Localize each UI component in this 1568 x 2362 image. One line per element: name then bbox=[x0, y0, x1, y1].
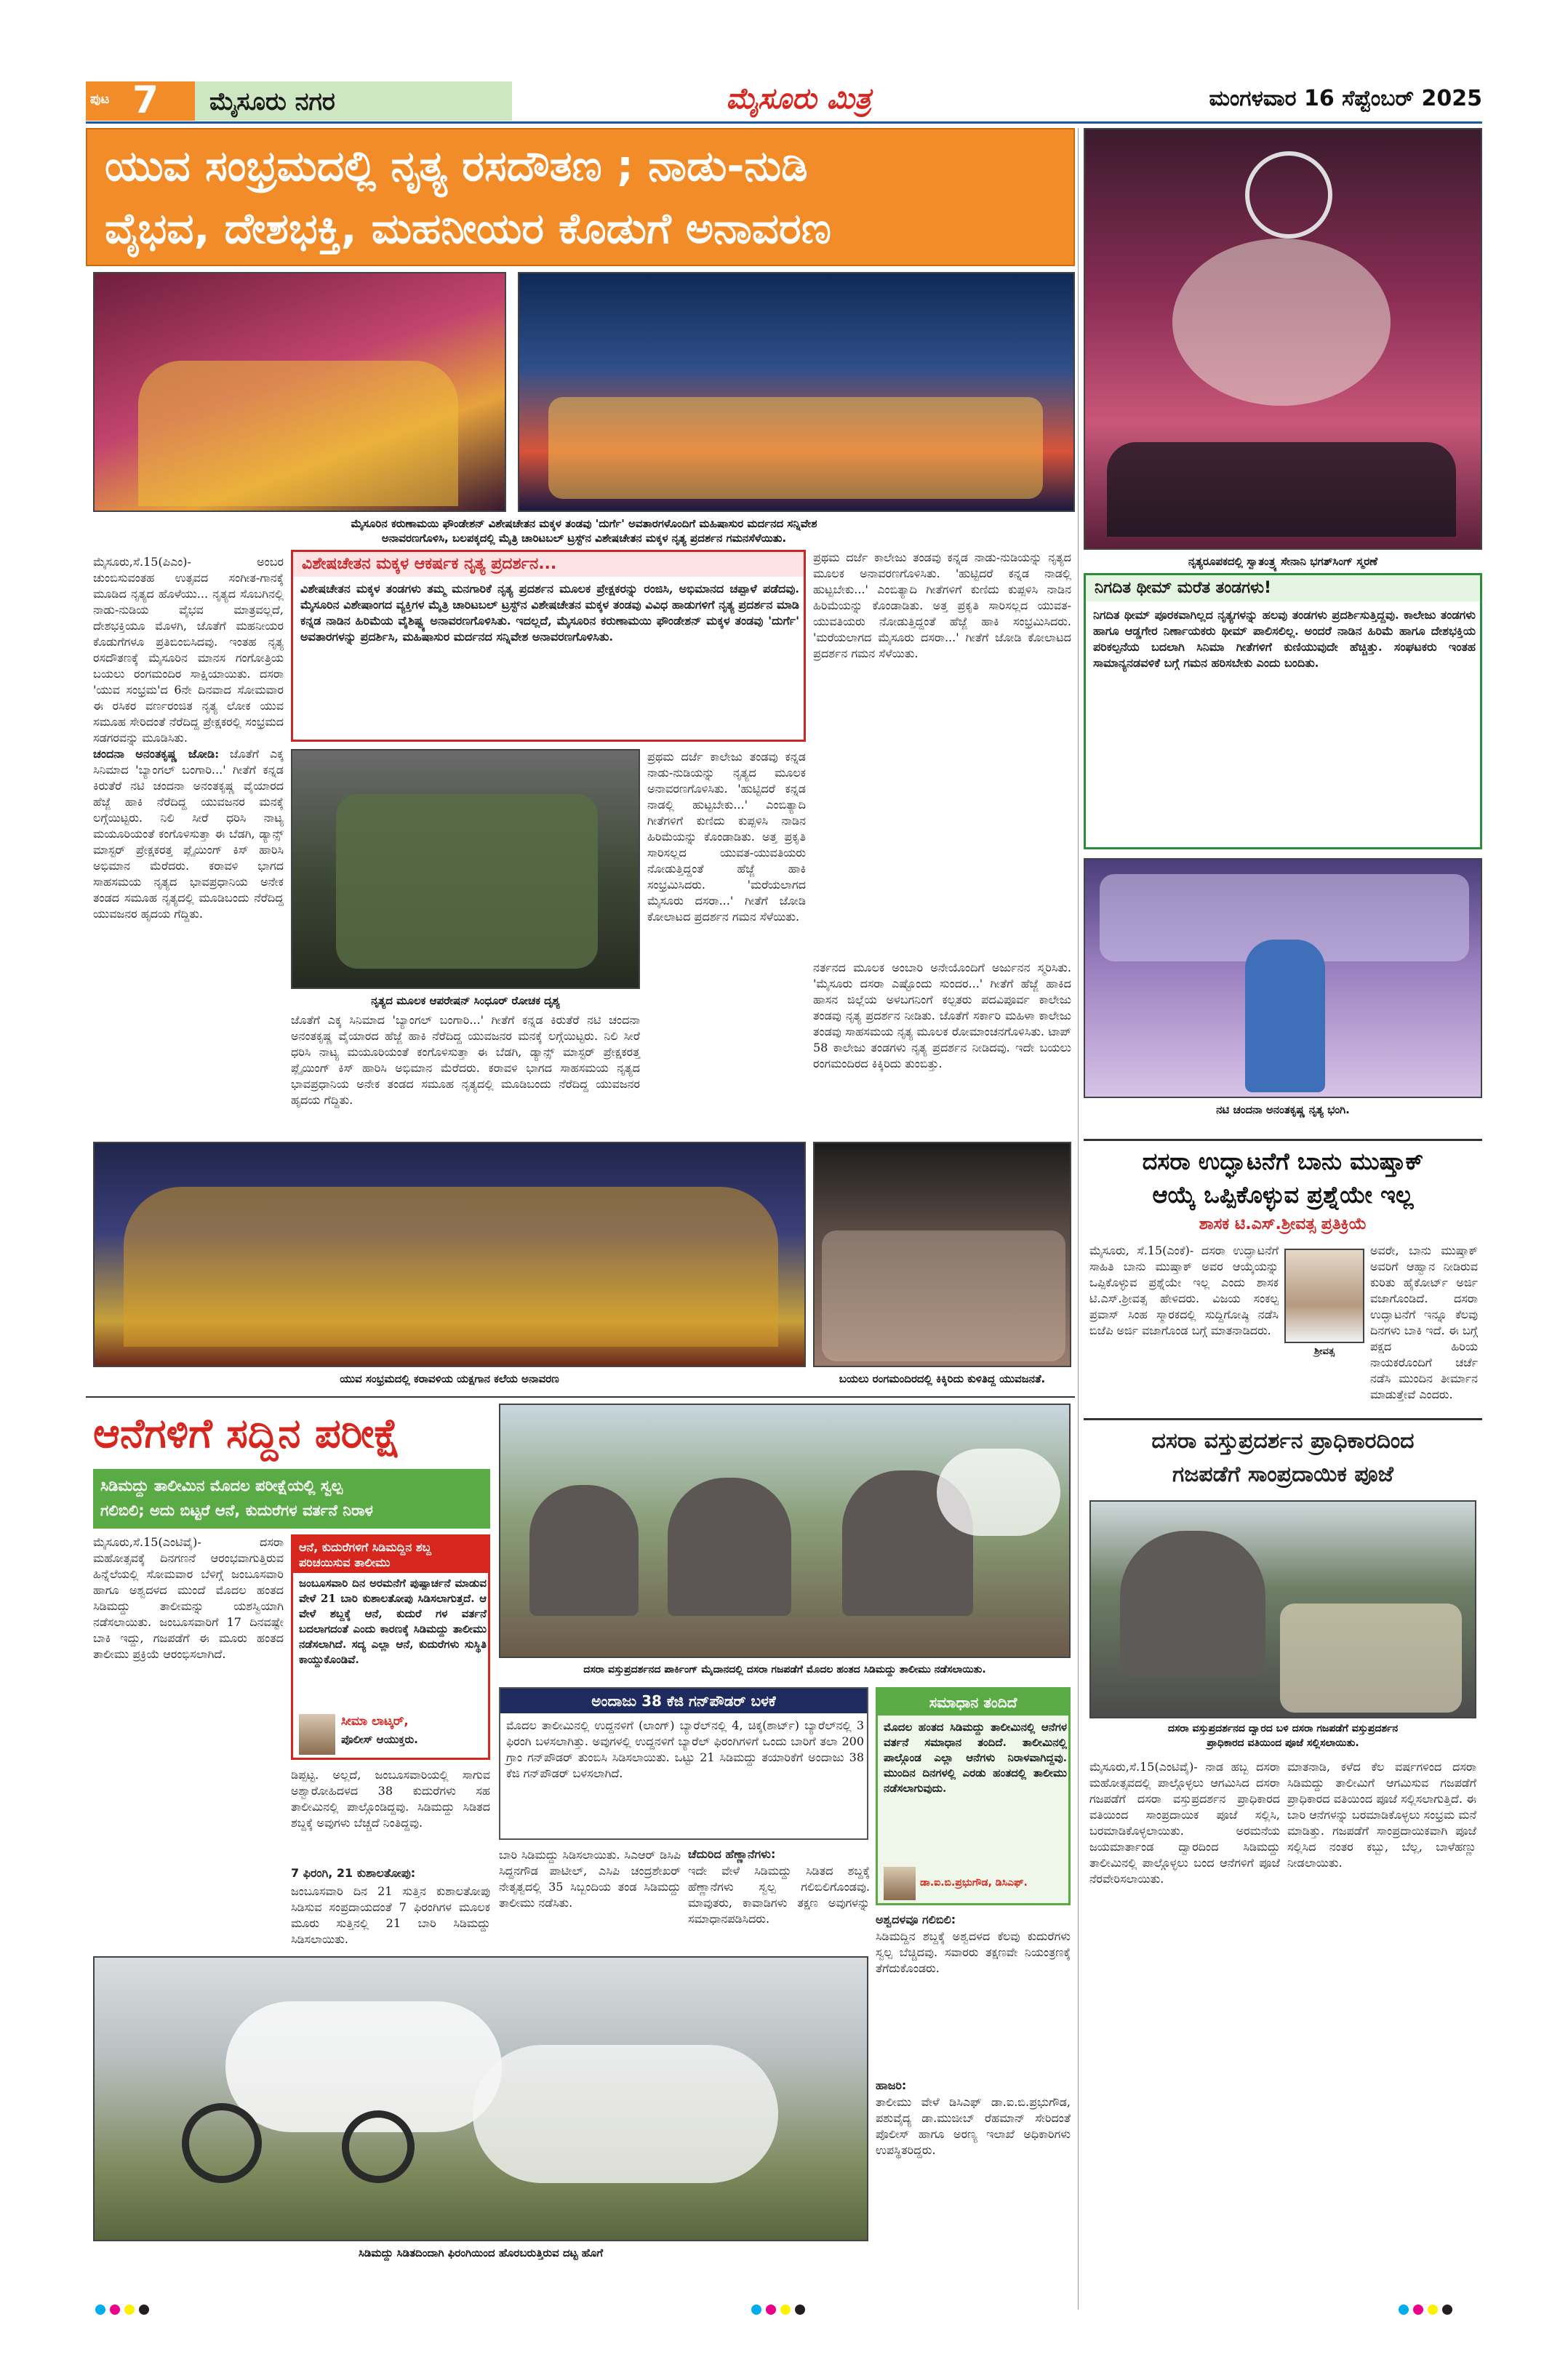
elephant-text-a: ಮೈಸೂರು,ಸೆ.15(ಎಂಟಿವೈ)- ದಸರಾ ಮಹೋತ್ಸವಕ್ಕೆ ದಿನಗಣನೆ ಆರಂಭವಾಗುತ್ತಿರುವ ಹಿನ್ನೆಲೆಯಲ್ಲಿ ಸೋಮವಾರ ಬೆಳಿಗ್ಗೆ ಜಂಬೂಸವಾರಿ ಹಾಗೂ ಅಶ್ವದಳದ ಮುಂದೆ ಮೊದಲ ಹಂತದ ಸಿಡಿಮದ್ದು ತಾಲೀಮನ್ನು ಯಶಸ್ವಿಯಾಗಿ ನಡೆಸಲಾಯಿತು. ಜಂಬೂಸವಾರಿಗೆ 17 ದಿನವಷ್ಟೇ ಬಾಕಿ ಇದ್ದು, ಗಜಪಡೆಗೆ ಈ ಮೂರು ಹಂತದ ತಾಲೀಮು ಪ್ರಕ್ರಿಯೆ ಆರಂಭಿಸಲಾಗಿದೆ. bbox=[93, 1535, 284, 1661]
portrait-shape bbox=[1172, 239, 1391, 406]
banu-headline-line1: ದಸರಾ ಉದ್ಘಾಟನೆಗೆ ಬಾನು ಮುಷ್ತಾಕ್ bbox=[1142, 1148, 1424, 1175]
theme-box bbox=[1084, 573, 1482, 849]
page-number: 7 bbox=[132, 79, 159, 122]
lead-article-col3: ಪ್ರಥಮ ದರ್ಜೆ ಕಾಲೇಜು ತಂಡವು ಕನ್ನಡ ನಾಡು-ನುಡಿಯನ್ನು ನೃತ್ಯದ ಮೂಲಕ ಅನಾವರಣಗೊಳಿಸಿತು. 'ಹುಟ್ಟಿದರೆ ಕನ್ನಡ ನಾಡಲ್ಲಿ ಹುಟ್ಟಬೇಕು...' ಎಂಬಿತ್ಯಾದಿ ಗೀತೆಗಳಿಗೆ ಕುಣಿದು ಕುಪ್ಪಳಿಸಿ ನಾಡಿನ ಹಿರಿಮೆಯನ್ನು ಕೊಂಡಾಡಿತು. ಅತ್ತ ಪ್ರಕೃತಿ ಸಾರಿಸಲ್ಲದ ಯುವತ-ಯುವತಿಯರು ನೋಡುತ್ತಿದ್ದಂತೆ ಹೆಜ್ಜೆ ಹಾಕಿ ಸಂಭ್ರಮಿಸಿದರು. 'ಮರೆಯಲಾಗದ ಮೈಸೂರು ದಸರಾ...' ಗೀತೆಗೆ ಜೋಡಿ ಕೋಲಾಟದ ಪ್ರದರ್ಶನ ಗಮನ ಸೆಳೆಯಿತು. bbox=[647, 750, 806, 924]
gajapade-headline-line2: ಗಜಪಡೆಗೆ ಸಾಂಪ್ರದಾಯಿಕ ಪೂಜೆ bbox=[1172, 1462, 1393, 1487]
dot-yellow bbox=[1428, 2305, 1438, 2315]
lead-col1b-text: ಜೊತೆಗೆ ಎಕ್ಕ ಸಿನಿಮಾದ 'ಬ್ಯಾಂಗಲ್ ಬಂಗಾರಿ...' ಗೀತೆಗೆ ಕನ್ನಡ ಕಿರುತೆರೆ ನಟಿ ಚಂದನಾ ಅನಂತಕೃಷ್ಣ ವೈಯಾರದ ಹೆಜ್ಜೆ ಹಾಕಿ ನೆರೆದಿದ್ದ ಯುವಜನರ ಮನಕ್ಕೆ ಲಗ್ಗೆಯಿಟ್ಟರು. ನಿಲಿ ಸೀರೆ ಧರಿಸಿ ನಾಟ್ಯ ಮಯೂರಿಯಂತೆ ಕಂಗೊಳಿಸುತ್ತಾ ಈ ಬೆಡಗಿ, ಡ್ಯಾನ್ಸ್ ಮಾಸ್ಟರ್ ಪ್ರೇಕ್ಷಕರತ್ತ ಪ್ಲೈಯಿಂಗ್ ಕಿಸ್ ಹಾರಿಸಿ ಅಭಿಮಾನ ಮೆರೆದರು. ಕರಾವಳಿ ಭಾಗದ ಸಾಹಸಮಯ ನೃತ್ಯದ ಭಾವಪ್ರಧಾನಿಯ ಅನೇಕ ತಂಡದ ಸಮೂಹ ನೃತ್ಯದಲ್ಲಿ ಮೂಡಿಬಂದು ನೆರೆದಿದ್ದ ಯುವಜನರ ಹೃದಯ ಗೆದ್ದಿತು. bbox=[93, 747, 284, 921]
elephant-text-b: ಡಿಪ್ಪಟ್ಟ. ಅಲ್ಲದೆ, ಜಂಬೂಸವಾರಿಯಲ್ಲಿ ಸಾಗುವ ಅಶ್ವಾರೋಹಿದಳದ 38 ಕುದುರೆಗಳು ಸಹ ತಾಲೀಮಿನಲ್ಲಿ ಪಾಲ್ಗೊಂಡಿದ್ದವು. ಸಿಡಿಮದ್ದು ಸಿಡಿತದ ಶಬ್ದಕ್ಕೆ ಅವುಗಳು ಬೆಚ್ಚದೆ ನಿಂತಿದ್ದವು. bbox=[291, 1768, 490, 1830]
durga-avatar-photo bbox=[93, 272, 506, 512]
issue-date: ಮಂಗಳವಾರ 16 ಸೆಪ್ಟೆಂಬರ್ 2025 bbox=[1209, 86, 1482, 111]
cannon-smoke-photo bbox=[93, 1956, 868, 2241]
caption-yakshagana: ಯುವ ಸಂಭ್ರಮದಲ್ಲಿ ಕರಾವಳಿಯ ಯಕ್ಷಗಾನ ಕಲೆಯ ಅನಾವರಣ bbox=[340, 1372, 559, 1385]
elephant-sub-chedari: ಚೆದುರಿದ ಹೆಣ್ಣಾನೆಗಳು: bbox=[688, 1847, 776, 1861]
lead-article-col4: ನರ್ತನದ ಮೂಲಕ ಅಂಬಾರಿ ಅನೇಯೊಂದಿಗೆ ಅರ್ಜುನನ ಸ್ಮರಿಸಿತು. 'ಮೈಸೂರು ದಸರಾ ಎಷ್ಟೊಂದು ಸುಂದರ...' ಗೀತೆಗೆ ಹೆಜ್ಜೆ ಹಾಕಿದ ಹಾಸನ ಜಿಲ್ಲೆಯ ಅಳಬಗನಿಂಗೆ ಕಲ್ಪತರು ಪದವಿಪೂರ್ವ ಕಾಲೇಜು ತಂಡವು ನೃತ್ಯ ಪ್ರದರ್ಶನ ನೀಡಿತು. ಜೊತೆಗೆ ಸರ್ಕಾರಿ ಮಹಿಳಾ ಕಾಲೇಜು ತಂಡವು ಸಾಹಸಮಯ ನೃತ್ಯ ಮೂಲಕ ರೋಮಾಂಚನಗೊಳಿಸಿತು. ಟಾಪ್ 58 ಕಾಲೇಜು ತಂಡಗಳು ನೃತ್ಯ ಪ್ರದರ್ಶನ ನೀಡಿದವು. ಇದೇ ಬಯಲು ರಂಗಮಂದಿರದ ಕಿಕ್ಕಿರಿದು ತುಂಬಿತ್ತು. bbox=[813, 961, 1071, 1070]
dot-cyan bbox=[1399, 2305, 1409, 2315]
dot-black bbox=[139, 2305, 149, 2315]
lead-col1-text: ಮೈಸೂರು,ಸೆ.15(ಪಿಎಂ)- ಅಂಬರ ಚುಂಬಿಸುವಂತಹ ಉತ್ಸವದ ಸಂಗೀತ-ಗಾನಕ್ಕೆ ಮೂಡಿದ ನೃತ್ಯದ ಹೊಳೆಯು... ನೃತ್ಯದ ಸೊಬಗಿನಲ್ಲಿ ನಾಡು-ನುಡಿಯ ವೈಭವ ಮಾತ್ರವಲ್ಲದೆ, ದೇಶಭಕ್ತಿಯೂ ಮೊಳಗಿ, ಜೊತೆಗೆ ಮಹನೀಯರ ಕೊಡುಗೆಗಳೂ ಪ್ರತಿಬಿಂಬಿಸಿದವು. ಇಂತಹ ನೃತ್ಯ ರಸದೌತಣಕ್ಕೆ ಮೈಸೂರಿನ ಮಾನಸ ಗಂಗೋತ್ರಿಯ ಬಯಲು ರಂಗಮಂದಿರ ಸಾಕ್ಷಿಯಾಯಿತು. ದಸರಾ 'ಯುವ ಸಂಭ್ರಮ'ದ 6ನೇ ದಿನವಾದ ಸೋಮವಾರ ಈ ರಸಿಕರ ವರ್ಣರಂಜಿತ ನೃತ್ಯ ಲೋಕ ಯುವ ಸಮೂಹ ಸೇರಿದಂತೆ ನೆರೆದಿದ್ದ ಪ್ರೇಕ್ಷಕರಲ್ಲಿ ಸಂಭ್ರಮದ ಸಡಗರವನ್ನು ಮೂಡಿಸಿತು. bbox=[93, 555, 284, 745]
soldier-group bbox=[336, 794, 598, 969]
lead-headline-box bbox=[86, 128, 1075, 266]
gajapade-caption-line2: ಪ್ರಾಧಿಕಾರದ ವತಿಯಿಂದ ಪೂಜೆ ಸಲ್ಲಿಸಲಾಯಿತು. bbox=[1207, 1737, 1359, 1749]
dot-magenta bbox=[766, 2305, 776, 2315]
section-name-box bbox=[195, 81, 512, 121]
banu-headline-line2: ಆಯ್ಕೆ ಒಪ್ಪಿಕೊಳ್ಳುವ ಪ್ರಶ್ನೆಯೇ ಇಲ್ಲ bbox=[1152, 1181, 1414, 1209]
chandana-dance-photo bbox=[1084, 858, 1482, 1098]
people-shape bbox=[1280, 1604, 1462, 1713]
samadhana-byline: ಡಾ.ಐ.ಬಿ.ಪ್ರಭುಗೌಡ, ಡಿಸಿಎಫ್. bbox=[920, 1877, 1028, 1889]
cmyk-dots-right bbox=[1396, 2304, 1455, 2318]
caption-top-photos-line2: ಅನಾವರಣಗೊಳಿಸಿ, ಬಲಪಕ್ಕದಲ್ಲಿ ಮೈತ್ರಿ ಚಾರಿಟಬಲ್ ಟ್ರಸ್ಟ್‌ನ ವಿಶೇಷಚೇತನ ಮಕ್ಕಳ ನೃತ್ಯ ಪ್ರದರ್ಶನ ಗಮನಸೆಳೆಯಿತು. bbox=[381, 532, 787, 545]
dot-black bbox=[1442, 2305, 1452, 2315]
dot-magenta bbox=[110, 2305, 120, 2315]
lead-article-col2-lower: ಜೊತೆಗೆ ಎಕ್ಕ ಸಿನಿಮಾದ 'ಬ್ಯಾಂಗಲ್ ಬಂಗಾರಿ...' ಗೀತೆಗೆ ಕನ್ನಡ ಕಿರುತೆರೆ ನಟಿ ಚಂದನಾ ಅನಂತಕೃಷ್ಣ ವೈಯಾರದ ಹೆಜ್ಜೆ ಹಾಕಿ ನೆರೆದಿದ್ದ ಯುವಜನರ ಮನಕ್ಕೆ ಲಗ್ಗೆಯಿಟ್ಟರು. ನಿಲಿ ಸೀರೆ ಧರಿಸಿ ನಾಟ್ಯ ಮಯೂರಿಯಂತೆ ಕಂಗೊಳಿಸುತ್ತಾ ಈ ಬೆಡಗಿ, ಡ್ಯಾನ್ಸ್ ಮಾಸ್ಟರ್ ಪ್ರೇಕ್ಷಕರತ್ತ ಪ್ಲೈಯಿಂಗ್ ಕಿಸ್ ಹಾರಿಸಿ ಅಭಿಮಾನ ಮೆರೆದರು. ಕರಾವಳಿ ಭಾಗದ ಸಾಹಸಮಯ ನೃತ್ಯದ ಭಾವಪ್ರಧಾನಿಯ ಅನೇಕ ತಂಡದ ಸಮೂಹ ನೃತ್ಯದಲ್ಲಿ ಮೂಡಿಬಂದು ನೆರೆದಿದ್ದ ಯುವಜನರ ಹೃದಯ ಗೆದ್ದಿತು. bbox=[291, 1013, 640, 1107]
ring-prop bbox=[1245, 151, 1332, 239]
elephant-text-c: ಜಂಬೂಸವಾರಿ ದಿನ 21 ಸುತ್ತಿನ ಕುಶಾಲತೋಪು ಸಿಡಿಸುವ ಸಂಪ್ರದಾಯದಂತೆ 7 ಫಿರಂಗಿಗಳ ಮೂಲಕ ಮೂರು ಸುತ್ತಿನಲ್ಲಿ 21 ಬಾರಿ ಸಿಡಿಮದ್ದು ಸಿಡಿಸಲಾಯಿತು. bbox=[291, 1884, 490, 1946]
elephant-police-byline: ಸೀಮಾ ಲಾಟ್ಕರ್, bbox=[341, 1714, 409, 1729]
banu-text-right: ಅವರೇ, ಬಾನು ಮುಷ್ತಾಕ್ ಅವರಿಗೆ ಆಹ್ವಾನ ನೀಡಿರುವ ಕುರಿತು ಹೈಕೋರ್ಟ್ ಅರ್ಜಿ ವಜಾಗೊಂಡಿದೆ. ದಸರಾ ಉದ್ಘಾಟನೆಗೆ ಇನ್ನೂ ಕೆಲವು ದಿನಗಳು ಬಾಕಿ ಇದೆ. ಈ ಬಗ್ಗೆ ಪಕ್ಷದ ಹಿರಿಯ ನಾಯಕರೊಂದಿಗೆ ಚರ್ಚೆ ನಡೆಸಿ ಮುಂದಿನ ತೀರ್ಮಾನ ಮಾಡುತ್ತೇವೆ ಎಂದರು. bbox=[1370, 1244, 1478, 1401]
elephant-subhead-line1: ಸಿಡಿಮದ್ದು ತಾಲೀಮಿನ ಮೊದಲ ಪರೀಕ್ಷೆಯಲ್ಲಿ ಸ್ವಲ್ಪ bbox=[100, 1477, 343, 1494]
elephant-2 bbox=[668, 1478, 791, 1616]
gunpowder-text: ಮೊದಲ ತಾಲೀಮಿನಲ್ಲಿ ಉದ್ದನಳಿಗೆ (ಲಾಂಗ್) ಬ್ಯಾರೆಲ್‌ನಲ್ಲಿ 4, ಚಿಕ್ಕ(ಶಾರ್ಟ್) ಬ್ಯಾರೆಲ್‌ನಲ್ಲಿ 3 ಫಿರಂಗಿ ಬಳಸಲಾಗಿತ್ತು. ಅವುಗಳಲ್ಲಿ ಉದ್ದನಳಿಗೆ ಬ್ಯಾರೆಲ್ ಫಿರಂಗಿಗಳಿಗೆ ಒಂದು ಬಾರಿಗೆ ತಲಾ 200 ಗ್ರಾಂ ಗನ್‌ಪೌಡರ್ ತುಂಬಿಸಿ ಸಿಡಿಸಲಾಯಿತು. ಒಟ್ಟು 21 ಸಿಡಿಮದ್ದು ತಯಾರಿಕೆಗೆ ಅಂದಾಜು 38 ಕೆಜಿ ಗನ್‌ಪೌಡರ್ ಬಳಸಲಾಗಿದೆ. bbox=[506, 1718, 864, 1780]
police-commissioner-photo bbox=[299, 1714, 335, 1755]
samadhana-title: ಸಮಾಧಾನ ತಂದಿದೆ bbox=[878, 1689, 1068, 1716]
operation-sindoor-photo bbox=[291, 749, 640, 989]
yakshagana-dancers bbox=[124, 1187, 778, 1347]
lead-headline-line1: ಯುವ ಸಂಭ್ರಮದಲ್ಲಿ ನೃತ್ಯ ರಸದೌತಣ ; ನಾಡು-ನುಡಿ bbox=[105, 141, 808, 191]
elephant-shape bbox=[1120, 1531, 1265, 1676]
dot-cyan bbox=[751, 2305, 761, 2315]
srivatsa-portrait bbox=[1284, 1249, 1364, 1343]
dot-yellow bbox=[780, 2305, 791, 2315]
samadhana-box bbox=[876, 1687, 1071, 1905]
special-kids-title: ವಿಶೇಷಚೇತನ ಮಕ್ಕಳ ಆಕರ್ಷಕ ನೃತ್ಯ ಪ್ರದರ್ಶನ... bbox=[293, 552, 804, 577]
actress-figure bbox=[1245, 940, 1325, 1092]
theme-title: ನಿಗದಿತ ಥೀಮ್ ಮರೆತ ತಂಡಗಳು! bbox=[1086, 575, 1480, 601]
elephant-police-byline2: ಪೊಲೀಸ್ ಆಯುಕ್ತರು. bbox=[341, 1733, 418, 1746]
gunpowder-box bbox=[499, 1687, 868, 1840]
caption-chandana: ನಟಿ ಚಂದನಾ ಅನಂತಕೃಷ್ಣ ನೃತ್ಯ ಭಂಗಿ. bbox=[1216, 1103, 1350, 1116]
smoke-cloud bbox=[937, 1449, 1060, 1536]
page-label: ಪುಟ bbox=[90, 92, 110, 107]
caption-bhagat-singh: ನೃತ್ಯರೂಪಕದಲ್ಲಿ ಸ್ವಾತಂತ್ರ್ಯ ಸೇನಾನಿ ಭಗತ್‌ಸಿಂಗ್ ಸ್ಮರಣೆ bbox=[1188, 555, 1378, 568]
gajapade-caption-line1: ದಸರಾ ವಸ್ತುಪ್ರದರ್ಶನದ ದ್ವಾರದ ಬಳಿ ದಸರಾ ಗಜಪಡೆಗೆ ವಸ್ತುಪ್ರದರ್ಶನ bbox=[1167, 1723, 1399, 1734]
lead-headline-line2: ವೈಭವ, ದೇಶಭಕ್ತಿ, ಮಹನೀಯರ ಕೊಡುಗೆ ಅನಾವರಣ bbox=[105, 204, 831, 253]
column-rule-1 bbox=[1078, 128, 1079, 2310]
special-kids-text: ವಿಶೇಷಚೇತನ ಮಕ್ಕಳ ತಂಡಗಳು ತಮ್ಮ ಮನಗಾರಿಕೆ ನೃತ್ಯ ಪ್ರದರ್ಶನ ಮೂಲಕ ಪ್ರೇಕ್ಷಕರನ್ನು ರಂಜಿಸಿ, ಅಭಿಮಾನದ ಚಪ್ಪಾಳೆ ಪಡೆದವು. ಮೈಸೂರಿನ ವಿಶೇಷಾಂಗದ ವ್ಯಕ್ತಿಗಳ ಮೈತ್ರಿ ಚಾರಿಟಬಲ್ ಟ್ರಸ್ಟ್‌ನ ವಿಶೇಷಚೇತನ ಮಕ್ಕಳ ತಂಡವು ವಿವಿಧ ಹಾಡುಗಳಿಗೆ ನೃತ್ಯ ಪ್ರದರ್ಶನ ಮಾಡಿ ಕನ್ನಡ ನಾಡಿನ ಹಿರಿಮೆಯ ವೈಶಿಷ್ಟ್ಯ ಅನಾವರಣಗೊಳಿಸಿತು. ಇದಲ್ಲದೆ, ಮೈಸೂರಿನ ಕರುಣಾಮಯಿ ಫೌಂಡೇಶನ್ ಮಕ್ಕಳ ತಂಡವು 'ದುರ್ಗೆ' ಅವತಾರಗಳನ್ನು ಪ್ರದರ್ಶಿಸಿ, ಮಹಿಷಾಸುರ ಮರ್ದನದ ಸನ್ನಿವೇಶ ಅನಾವರಣಗೊಳಿಸಿತು. bbox=[300, 582, 799, 644]
cannon-wheel-2 bbox=[342, 2110, 415, 2183]
cmyk-dots-center bbox=[749, 2304, 807, 2318]
elephant-1 bbox=[529, 1485, 639, 1616]
bhagat-singh-dance-photo bbox=[1084, 128, 1482, 550]
cmyk-dots-left bbox=[93, 2304, 151, 2318]
theme-text: ನಿಗದಿತ ಥೀಮ್ ಪೂರಕವಾಗಿಲ್ಲದ ನೃತ್ಯಗಳನ್ನು ಹಲವು ತಂಡಗಳು ಪ್ರದರ್ಶಿಸುತ್ತಿದ್ದವು. ಕಾಲೇಜು ತಂಡಗಳು ಹಾಗೂ ಆಡ್ಡಗೇರ ನಿರ್ಣಾಯಕರು ಥೀಮ್ ಪಾಲಿಸಲಿಲ್ಲ. ಅಂದರೆ ನಾಡಿನ ಹಿರಿಮೆ ಹಾಗೂ ದೇಶಭಕ್ತಿಯ ಪರಿಕಲ್ಪನೆಯ ಬದಲಾಗಿ ಸಿನಿಮಾ ಗೀತೆಗಳಿಗೆ ಕುಣಿಯುವುದೇ ಹೆಚ್ಚಿತ್ತು. ಸಂಘಟಕರು ಇಂತಹ ಸಾಮಾನ್ಯನಡವಳಿಕೆ ಬಗ್ಗೆ ಗಮನ ಹರಿಸಬೇಕು ಎಂದು ಬಂದಿತು. bbox=[1093, 608, 1476, 670]
masthead-logo: ಮೈಸೂರು ಮಿತ್ರ bbox=[726, 81, 871, 116]
crowd-photo bbox=[813, 1142, 1071, 1367]
elephant-text-f: ಸಿಡಿಮದ್ದಿನ ಶಬ್ದಕ್ಕೆ ಅಶ್ವದಳದ ಕೆಲವು ಕುದುರೆಗಳು ಸ್ವಲ್ಪ ಬೆಚ್ಚಿದವು. ಸವಾರರು ತಕ್ಷಣವೇ ನಿಯಂತ್ರಣಕ್ಕೆ ತೆಗೆದುಕೊಂಡರು. bbox=[876, 1929, 1071, 1975]
gajapade-pooja-photo bbox=[1089, 1500, 1476, 1718]
dot-black bbox=[795, 2305, 805, 2315]
srivatsa-label: ಶ್ರೀವತ್ಸ bbox=[1314, 1346, 1335, 1357]
caption-operation-sindoor: ನೃತ್ಯದ ಮೂಲಕ ಆಪರೇಷನ್ ಸಿಂಧೂರ್ ರೋಚಕ ದೃಶ್ಯ bbox=[371, 994, 560, 1007]
dot-cyan bbox=[95, 2305, 105, 2315]
elephant-sub-ashwa: ಅಶ್ವದಳವೂ ಗಲಿಬಿಲಿ: bbox=[876, 1913, 956, 1926]
caption-elephants-rehearsal: ದಸರಾ ವಸ್ತುಪ್ರದರ್ಶನದ ಪಾರ್ಕಿಂಗ್ ಮೈದಾನದಲ್ಲಿ ದಸರಾ ಗಜಪಡೆಗೆ ಮೊದಲ ಹಂತದ ಸಿಡಿಮದ್ದು ತಾಲೀಮು ನಡೆಸಲಾಯಿತು. bbox=[583, 1664, 986, 1676]
elephant-text-d: ಬಾರಿ ಸಿಡಿಮದ್ದು ಸಿಡಿಸಲಾಯಿತು. ಸಿಎಆರ್ ಡಿಸಿಪಿ ಸಿದ್ದನಗೌಡ ಪಾಟೀಲ್, ಎಸಿಪಿ ಚಂದ್ರಶೇಖರ್ ನೇತೃತ್ವದಲ್ಲಿ 35 ಸಿಬ್ಬಂದಿಯ ತಂಡ ಸಿಡಿಮದ್ದು ತಾಲೀಮು ನಡೆಸಿತು. bbox=[499, 1848, 681, 1910]
elephant-sub-hajar: ಹಾಜರಿ: bbox=[876, 2078, 907, 2092]
elephant-subhead-line2: ಗಲಿಬಿಲಿ; ಅದು ಬಿಟ್ಟರೆ ಆನೆ, ಕುದುರೆಗಳ ವರ್ತನೆ ನಿರಾಳ bbox=[100, 1502, 373, 1519]
banu-subhead: ಶಾಸಕ ಟಿ.ಎಸ್.ಶ್ರೀವತ್ಸ ಪ್ರತಿಕ್ರಿಯೆ bbox=[1199, 1215, 1367, 1233]
gajapade-text-right: ಮಾತನಾಡಿ, ಕಳೆದ ಕೆಲ ವರ್ಷಗಳಿಂದ ದಸರಾ ಸಿಡಿಮದ್ದು ತಾಲೀಮಿಗೆ ಆಗಮಿಸುವ ಗಜಪಡೆಗೆ ಪ್ರಾಧಿಕಾರದ ವತಿಯಿಂದ ಪೂಜೆ ಸಲ್ಲಿಸಲಾಗುತ್ತಿದೆ. ಈ ಬಾರಿ ಆನೆಗಳನ್ನು ಬರಮಾಡಿಕೊಳ್ಳಲು ಸಂಭ್ರಮ ಮನೆ ಮಾಡಿತ್ತು. ಗಜಪಡೆಗೆ ಸಾಂಪ್ರದಾಯಿಕವಾಗಿ ಪೂಜೆ ಸಲ್ಲಿಸಿದ ನಂತರ ಕಬ್ಬು, ಬೆಲ್ಲ, ಬಾಳೆಹಣ್ಣು ನೀಡಲಾಯಿತು. bbox=[1287, 1760, 1476, 1870]
lead-article-col3b: ಪ್ರಥಮ ದರ್ಜೆ ಕಾಲೇಜು ತಂಡವು ಕನ್ನಡ ನಾಡು-ನುಡಿಯನ್ನು ನೃತ್ಯದ ಮೂಲಕ ಅನಾವರಣಗೊಳಿಸಿತು. 'ಹುಟ್ಟಿದರೆ ಕನ್ನಡ ನಾಡಲ್ಲಿ ಹುಟ್ಟಬೇಕು...' ಎಂಬಿತ್ಯಾದಿ ಗೀತೆಗಳಿಗೆ ಕುಣಿದು ಕುಪ್ಪಳಿಸಿ ನಾಡಿನ ಹಿರಿಮೆಯನ್ನು ಕೊಂಡಾಡಿತು. ಅತ್ತ ಪ್ರಕೃತಿ ಸಾರಿಸಲ್ಲದ ಯುವತ-ಯುವತಿಯರು ನೋಡುತ್ತಿದ್ದಂತೆ ಹೆಜ್ಜೆ ಹಾಕಿ ಸಂಭ್ರಮಿಸಿದರು. 'ಮರೆಯಲಾಗದ ಮೈಸೂರು ದಸರಾ...' ಗೀತೆಗೆ ಜೋಡಿ ಕೋಲಾಟದ ಪ್ರದರ್ಶನ ಗಮನ ಸೆಳೆಯಿತು. bbox=[813, 551, 1071, 660]
gunpowder-title: ಅಂದಾಜು 38 ಕೆಜಿ ಗನ್‌ಪೌಡರ್ ಬಳಕೆ bbox=[500, 1689, 867, 1713]
gajapade-text-left: ಮೈಸೂರು,ಸೆ.15(ಎಂಟಿವೈ)- ನಾಡ ಹಬ್ಬ ದಸರಾ ಮಹೋತ್ಸವದಲ್ಲಿ ಪಾಲ್ಗೊಳ್ಳಲು ಆಗಮಿಸಿದ ದಸರಾ ಗಜಪಡೆಗೆ ದಸರಾ ವಸ್ತುಪ್ರದರ್ಶನ ಪ್ರಾಧಿಕಾರದ ವತಿಯಿಂದ ಸಾಂಪ್ರದಾಯಿಕ ಪೂಜೆ ಸಲ್ಲಿಸಿ, ಬರಮಾಡಿಕೊಳ್ಳಲಾಯಿತು. ಅರಮನೆಯ ಜಯಮಾರ್ತಾಂಡ ದ್ವಾರದಿಂದ ಸಿಡಿಮದ್ದು ತಾಲೀಮಿನಲ್ಲಿ ಪಾಲ್ಗೊಳ್ಳಲು ಬಂದ ಆನೆಗಳಿಗೆ ಪೂಜೆ ನೆರವೇರಿಸಲಾಯಿತು. bbox=[1089, 1760, 1280, 1886]
caption-crowd: ಬಯಲು ರಂಗಮಂದಿರದಲ್ಲಿ ಕಿಕ್ಕಿರಿದು ಕುಳಿತಿದ್ದ ಯುವಜನತೆ. bbox=[839, 1372, 1046, 1385]
section-name: ಮೈಸೂರು ನಗರ bbox=[209, 87, 335, 116]
elephant-police-box-text: ಜಂಬೂಸವಾರಿ ದಿನ ಅರಮನೆಗೆ ಪುಷ್ಪಾರ್ಚನೆ ಮಾಡುವ ವೇಳೆ 21 ಬಾರಿ ಕುಶಾಲತೋಪು ಸಿಡಿಸಲಾಗುತ್ತದೆ. ಆ ವೇಳೆ ಶಬ್ದಕ್ಕೆ ಆನೆ, ಕುದುರೆ ಗಳ ವರ್ತನೆ ಬದಲಾಗದಂತೆ ಎಂದು ಕಾರಣಕ್ಕೆ ಸಿಡಿಮದ್ದು ತಾಲೀಮು ನಡೆಸಲಾಗಿದೆ. ಸದ್ಯ ಎಲ್ಲಾ ಆನೆ, ಕುದುರೆಗಳು ಸುಸ್ಥಿತಿ ಕಾಯ್ದುಕೊಂಡಿವೆ. bbox=[299, 1577, 487, 1666]
banu-text-left: ಮೈಸೂರು, ಸೆ.15(ಎಂಕೆ)- ದಸರಾ ಉದ್ಘಾಟನೆಗೆ ಸಾಹಿತಿ ಬಾನು ಮುಷ್ತಾಕ್ ಅವರ ಆಯ್ಕೆಯನ್ನು ಒಪ್ಪಿಕೊಳ್ಳುವ ಪ್ರಶ್ನೆಯೇ ಇಲ್ಲ ಎಂದು ಶಾಸಕ ಟಿ.ಎಸ್.ಶ್ರೀವತ್ಸ ಹೇಳಿದರು. ವಿಜಯ ಸಂಕಲ್ಪ ಪ್ರವಾಸ್ ಸಿಂಹ ಸ್ಮಾರಕದಲ್ಲಿ ಸುದ್ದಿಗೋಷ್ಠಿ ನಡೆಸಿ ಬಿಜೆಪಿ ಅರ್ಜಿ ವಜಾಗೊಂಡ ಬಗ್ಗೆ ಮಾತನಾಡಿದರು. bbox=[1089, 1244, 1279, 1337]
lead-col1-subhead: ಚಂದನಾ ಅನಂತಕೃಷ್ಣ ಜೋಡಿ: bbox=[93, 747, 220, 761]
page-number-box bbox=[86, 81, 195, 121]
page-header bbox=[86, 79, 1482, 124]
elephant-headline-box bbox=[93, 1404, 490, 1465]
yakshagana-photo bbox=[93, 1142, 806, 1367]
durga-figures bbox=[138, 361, 458, 506]
caption-cannon: ಸಿಡಿಮದ್ದು ಸಿಡಿತದಿಂದಾಗಿ ಫಿರಂಗಿಯಿಂದ ಹೊರಬರುತ್ತಿರುವ ದಟ್ಟ ಹೊಗೆ bbox=[358, 2246, 604, 2259]
stage-dancers bbox=[548, 397, 1043, 499]
gajapade-article bbox=[1084, 1418, 1482, 2313]
caption-top-photos-line1: ಮೈಸೂರಿನ ಕರುಣಾಮಯಿ ಫೌಂಡೇಶನ್ ವಿಶೇಷಚೇತನ ಮಕ್ಕಳ ತಂಡವು 'ದುರ್ಗೆ' ಅವತಾರಗಳೊಂದಿಗೆ ಮಹಿಷಾಸುರ ಮರ್ದನದ ಸನ್ನಿವೇಶ bbox=[351, 517, 817, 530]
elephant-police-box-title: ಆನೆ, ಕುದುರೆಗಳಿಗೆ ಸಿಡಿಮದ್ದಿನ ಶಬ್ದ ಪರಿಚಯಿಸುವ ತಾಲೀಮು bbox=[293, 1537, 488, 1573]
cannon-wheel-1 bbox=[182, 2103, 262, 2183]
gajapade-headline-line1: ದಸರಾ ವಸ್ತುಪ್ರದರ್ಶನ ಪ್ರಾಧಿಕಾರದಿಂದ bbox=[1151, 1428, 1415, 1454]
lead-article-col1 bbox=[93, 554, 284, 961]
elephant-sub-7: 7 ಫಿರಂಗಿ, 21 ಕುಶಾಲತೋಪು: bbox=[291, 1866, 416, 1880]
maitri-trust-dance-photo bbox=[518, 272, 1075, 512]
elephant-text-g: ತಾಲೀಮು ವೇಳೆ ಡಿಸಿಎಫ್ ಡಾ.ಐ.ಬಿ.ಪ್ರಭುಗೌಡ, ಪಶುವೈದ್ಯ ಡಾ.ಮುಜೀಬ್ ರೆಹಮಾನ್ ಸೇರಿದಂತೆ ಪೊಲೀಸ್ ಹಾಗೂ ಅರಣ್ಯ ಇಲಾಖೆ ಅಧಿಕಾರಿಗಳು ಉಪಸ್ಥಿತರಿದ್ದರು. bbox=[876, 2095, 1071, 2157]
banu-article bbox=[1084, 1139, 1482, 1415]
dancers-shape bbox=[1107, 442, 1456, 537]
dot-magenta bbox=[1413, 2305, 1423, 2315]
special-kids-box bbox=[291, 550, 806, 742]
elephant-text-e: ಇದೇ ವೇಳೆ ಸಿಡಿಮದ್ದು ಸಿಡಿತದ ಶಬ್ದಕ್ಕೆ ಹೆಣ್ಣಾನೆಗಳು ಸ್ವಲ್ಪ ಗಲಿಬಿಲಿಗೊಂಡವು. ಮಾವುತರು, ಕಾವಾಡಿಗಳು ತಕ್ಷಣ ಅವುಗಳನ್ನು ಸಮಾಧಾನಪಡಿಸಿದರು. bbox=[688, 1864, 870, 1926]
elephant-police-box bbox=[291, 1534, 490, 1760]
smoke-right bbox=[473, 2045, 778, 2183]
elephant-subhead-box bbox=[93, 1469, 490, 1529]
dot-yellow bbox=[124, 2305, 135, 2315]
elephant-headline: ಆನೆಗಳಿಗೆ ಸದ್ದಿನ ಪರೀಕ್ಷೆ bbox=[93, 1410, 401, 1457]
dcf-photo bbox=[884, 1867, 916, 1900]
elephants-rehearsal-photo bbox=[499, 1404, 1071, 1658]
crowd-shape bbox=[822, 1230, 1065, 1361]
samadhana-text: ಮೊದಲ ಹಂತದ ಸಿಡಿಮದ್ದು ತಾಲೀಮಿನಲ್ಲಿ ಆನೆಗಳ ವರ್ತನೆ ಸಮಾಧಾನ ತಂದಿದೆ. ತಾಲೀಮಿನಲ್ಲಿ ಪಾಲ್ಗೊಂಡ ಎಲ್ಲಾ ಆನೆಗಳು ನಿರಾಳವಾಗಿದ್ದವು. ಮುಂದಿನ ದಿನಗಳಲ್ಲಿ ಎರಡು ಹಂತದಲ್ಲಿ ತಾಲೀಮು ನಡೆಸಲಾಗುವುದು. bbox=[884, 1721, 1067, 1795]
divider-lead bbox=[86, 1396, 1075, 1398]
